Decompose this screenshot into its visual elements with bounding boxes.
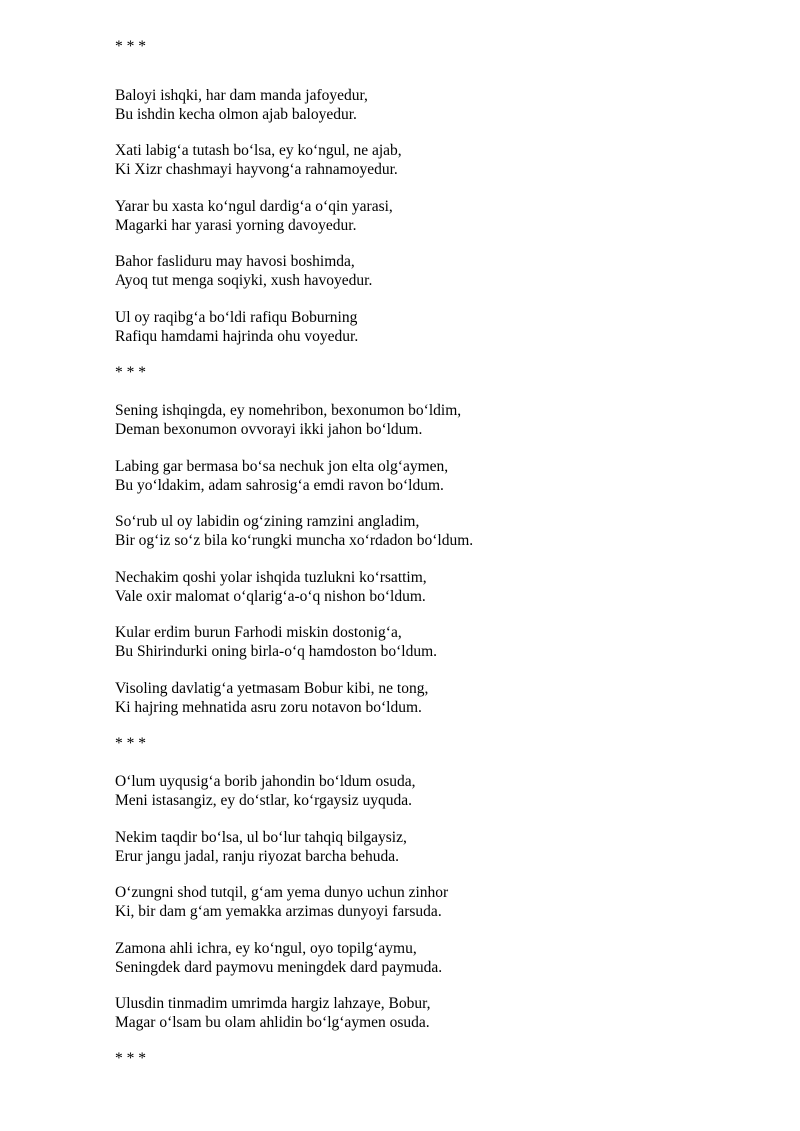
verse-line: Zamona ahli ichra, ey ko‘ngul, oyo topilg‘aymu, xyxy=(115,940,417,957)
section-separator: * * * xyxy=(115,38,146,55)
verse-line: Bu yo‘ldakim, adam sahrosig‘a emdi ravon bo‘ldum. xyxy=(115,477,444,494)
verse-line: O‘zungni shod tutqil, g‘am yema dunyo uchun zinhor xyxy=(115,884,449,901)
verse-line: Bu Shirindurki oning birla-o‘q hamdoston bo‘ldum. xyxy=(115,643,438,660)
verse-line: Nechakim qoshi yolar ishqida tuzlukni ko‘rsattim, xyxy=(115,569,427,586)
verse-line: Yarar bu xasta ko‘ngul dardig‘a o‘qin yarasi, xyxy=(115,198,393,215)
section-separator: * * * xyxy=(115,364,146,381)
section-separator: * * * xyxy=(115,735,146,752)
verse-line: Xati labig‘a tutash bo‘lsa, ey ko‘ngul, ne ajab, xyxy=(115,142,402,159)
verse-line: Visoling davlatig‘a yetmasam Bobur kibi, ne tong, xyxy=(115,680,429,697)
verse-line: Labing gar bermasa bo‘sa nechuk jon elta olg‘aymen, xyxy=(115,458,449,475)
verse-line: Ki hajring mehnatida asru zoru notavon bo‘ldum. xyxy=(115,699,422,716)
verse-line: Magarki har yarasi yorning davoyedur. xyxy=(115,217,357,234)
verse-line: Deman bexonumon ovvorayi ikki jahon bo‘ldum. xyxy=(115,421,423,438)
verse-line: Nekim taqdir bo‘lsa, ul bo‘lur tahqiq bilgaysiz, xyxy=(115,829,407,846)
verse-line: Bir og‘iz so‘z bila ko‘rungki muncha xo‘rdadon bo‘ldum. xyxy=(115,532,474,549)
verse-line: Bahor fasliduru may havosi boshimda, xyxy=(115,253,355,270)
verse-line: Baloyi ishqki, har dam manda jafoyedur, xyxy=(115,87,368,104)
verse-line: Ulusdin tinmadim umrimda hargiz lahzaye, Bobur, xyxy=(115,995,431,1012)
verse-line: Kular erdim burun Farhodi miskin dostonig‘a, xyxy=(115,624,402,641)
verse-line: Rafiqu hamdami hajrinda ohu voyedur. xyxy=(115,328,359,345)
verse-line: Ayoq tut menga soqiyki, xush havoyedur. xyxy=(115,272,373,289)
verse-line: Erur jangu jadal, ranju riyozat barcha behuda. xyxy=(115,848,400,865)
verse-line: Meni istasangiz, ey do‘stlar, ko‘rgaysiz uyquda. xyxy=(115,792,412,809)
section-separator: * * * xyxy=(115,1050,146,1067)
verse-line: Magar o‘lsam bu olam ahlidin bo‘lg‘aymen osuda. xyxy=(115,1014,430,1031)
verse-line: Seningdek dard paymovu meningdek dard paymuda. xyxy=(115,959,443,976)
verse-line: So‘rub ul oy labidin og‘zining ramzini angladim, xyxy=(115,513,420,530)
verse-line: Ul oy raqibg‘a bo‘ldi rafiqu Boburning xyxy=(115,309,358,326)
verse-line: O‘lum uyqusig‘a borib jahondin bo‘ldum osuda, xyxy=(115,773,416,790)
verse-line: Sening ishqingda, ey nomehribon, bexonumon bo‘ldim, xyxy=(115,402,462,419)
verse-line: Bu ishdin kecha olmon ajab baloyedur. xyxy=(115,106,357,123)
verse-line: Vale oxir malomat o‘qlarig‘a-o‘q nishon bo‘ldum. xyxy=(115,588,426,605)
verse-line: Ki, bir dam g‘am yemakka arzimas dunyoyi farsuda. xyxy=(115,903,442,920)
verse-line: Ki Xizr chashmayi hayvong‘a rahnamoyedur. xyxy=(115,161,398,178)
